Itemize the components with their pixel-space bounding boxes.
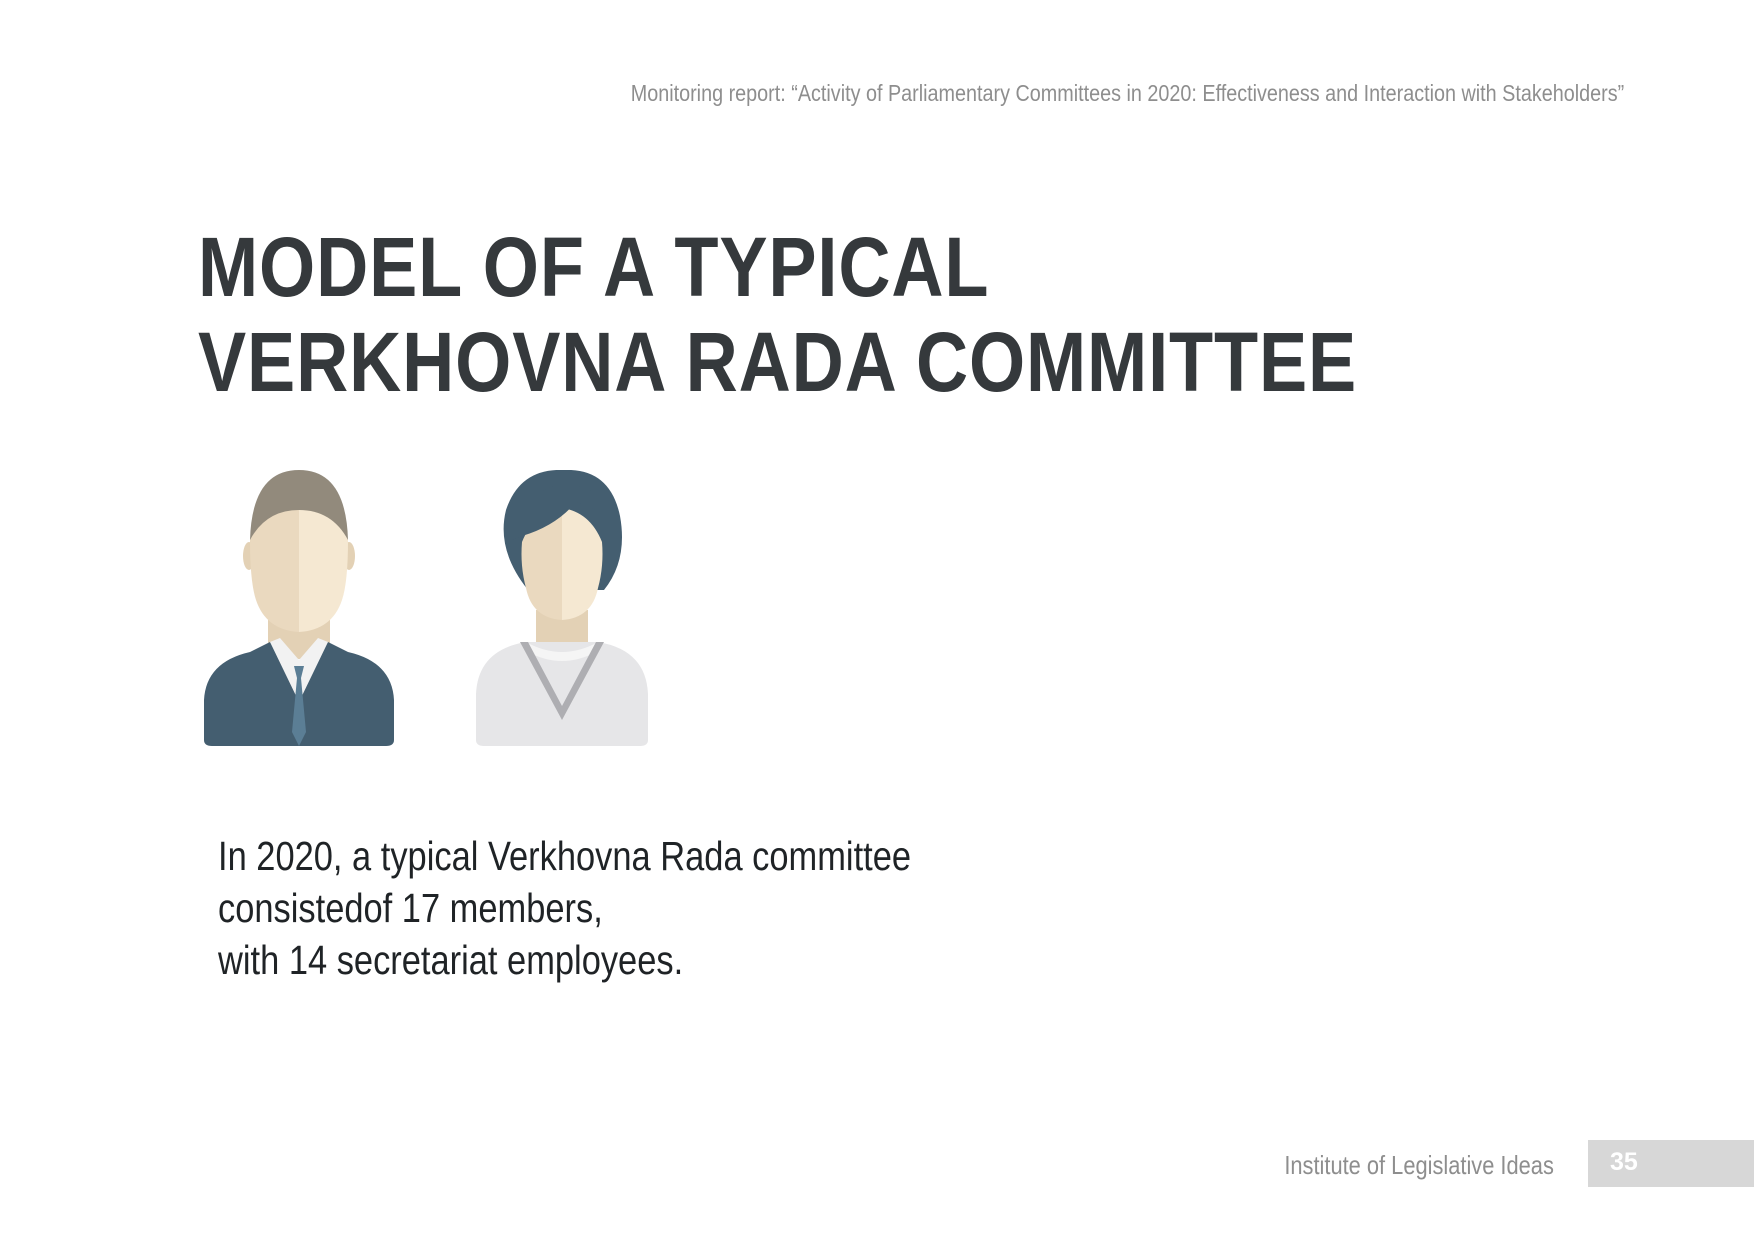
summary-line-2: consistedof 17 members, (218, 885, 603, 931)
report-header: Monitoring report: “Activity of Parliamentary Committees in 2020: Effectiveness and Interaction with Stakeholders” (630, 80, 1624, 106)
man-avatar-icon (204, 470, 394, 746)
page-title-line-1: MODEL OF A TYPICAL (198, 220, 990, 314)
summary-line-3: with 14 secretariat employees. (218, 937, 684, 983)
page-number-badge (1588, 1140, 1754, 1187)
woman-avatar-icon (476, 470, 648, 746)
page-number: 35 (1610, 1148, 1638, 1176)
page-title-line-2: VERKHOVNA RADA COMMITTEE (198, 315, 1358, 409)
summary-text (218, 830, 911, 986)
summary-line-1: In 2020, a typical Verkhovna Rada committee (218, 833, 912, 879)
people-illustration (200, 470, 680, 750)
footer-organization: Institute of Legislative Ideas (1284, 1150, 1554, 1180)
people-icons-svg (200, 470, 680, 750)
page-title (198, 220, 1357, 410)
